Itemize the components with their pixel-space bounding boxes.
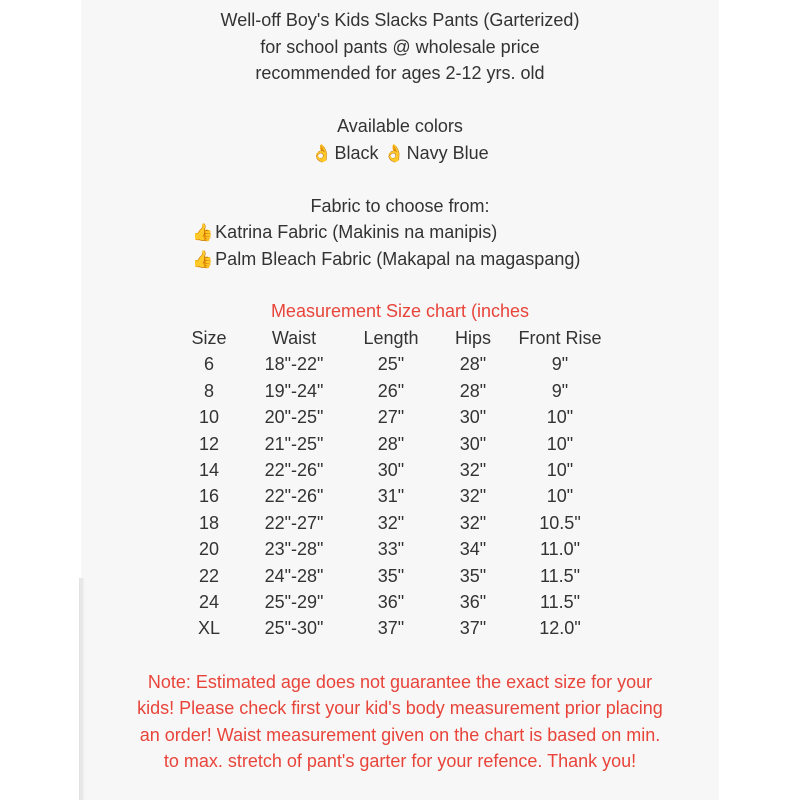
header-front-rise: Front Rise — [518, 328, 602, 348]
cell-size: 20 — [198, 539, 220, 560]
ok-hand-icon: 👌 — [383, 144, 405, 163]
fabric-label: Katrina Fabric (Makinis na manipis) — [215, 222, 498, 242]
cell-length: 33" — [377, 539, 405, 560]
cell-size: 18 — [198, 512, 220, 533]
cell-hips: 28" — [459, 354, 487, 375]
pointing-finger-icon: 👍 — [192, 223, 214, 242]
colors-list — [81, 141, 719, 166]
cell-waist: 19"-24" — [264, 380, 324, 401]
ok-hand-icon: 👌 — [311, 144, 333, 163]
table-row — [178, 589, 608, 615]
table-header-row — [178, 325, 608, 351]
fabric-item-palm-bleach — [192, 247, 580, 272]
table-row — [178, 483, 608, 509]
cell-hips: 34" — [459, 539, 487, 560]
cell-size: 10 — [198, 407, 220, 428]
cell-size: XL — [197, 618, 221, 639]
cell-length: 28" — [377, 433, 405, 454]
cell-front-rise: 10" — [546, 407, 574, 428]
cell-length: 32" — [377, 512, 405, 533]
cell-front-rise: 10" — [546, 460, 574, 481]
cell-hips: 32" — [459, 512, 487, 533]
cell-length: 31" — [377, 486, 405, 507]
cell-waist: 25"-30" — [264, 618, 324, 639]
cell-waist: 24"-28" — [264, 565, 324, 586]
fabric-label: Palm Bleach Fabric (Makapal na magaspang) — [215, 249, 581, 269]
pointing-finger-icon: 👍 — [192, 250, 214, 269]
cell-waist: 22"-26" — [264, 486, 324, 507]
color-navy-blue: Navy Blue — [406, 143, 489, 163]
cell-size: 16 — [198, 486, 220, 507]
cell-length: 26" — [377, 380, 405, 401]
cell-hips: 37" — [459, 618, 487, 639]
table-row — [178, 536, 608, 562]
cell-length: 37" — [377, 618, 405, 639]
header-length: Length — [363, 328, 419, 348]
cell-front-rise: 10.5" — [539, 512, 581, 533]
header-hips: Hips — [454, 328, 491, 348]
cell-waist: 20"-25" — [264, 407, 324, 428]
cell-length: 35" — [377, 565, 405, 586]
cell-waist: 22"-26" — [264, 460, 324, 481]
cell-front-rise: 11.5" — [539, 592, 581, 613]
cell-hips: 28" — [459, 380, 487, 401]
cell-hips: 36" — [459, 592, 487, 613]
cell-size: 22 — [198, 565, 220, 586]
cell-waist: 22"-27" — [264, 512, 324, 533]
table-row — [178, 510, 608, 536]
note-line-1: Note: Estimated age does not guarantee the exact size for your — [147, 672, 653, 692]
table-row — [178, 351, 608, 377]
cell-hips: 32" — [459, 486, 487, 507]
cell-waist: 21"-25" — [264, 433, 324, 454]
cell-hips: 30" — [459, 407, 487, 428]
cell-length: 30" — [377, 460, 405, 481]
size-chart-title: Measurement Size chart (inches — [270, 301, 530, 321]
title-line-2: for school pants @ wholesale price — [260, 37, 540, 57]
colors-heading: Available colors — [337, 116, 463, 136]
cell-hips: 35" — [459, 565, 487, 586]
table-row — [178, 615, 608, 641]
cell-hips: 32" — [459, 460, 487, 481]
header-waist: Waist — [271, 328, 317, 348]
title-line-1: Well-off Boy's Kids Slacks Pants (Garterized) — [220, 10, 580, 30]
cell-front-rise: 9" — [551, 380, 569, 401]
cell-length: 25" — [377, 354, 405, 375]
cell-front-rise: 12.0" — [539, 618, 581, 639]
fabric-heading: Fabric to choose from: — [310, 196, 490, 216]
cell-front-rise: 11.0" — [539, 539, 581, 560]
cell-front-rise: 9" — [551, 354, 569, 375]
title-line-3: recommended for ages 2-12 yrs. old — [255, 63, 545, 83]
cell-length: 36" — [377, 592, 405, 613]
cell-waist: 18"-22" — [264, 354, 324, 375]
cell-front-rise: 10" — [546, 433, 574, 454]
table-row — [178, 431, 608, 457]
cell-size: 24 — [198, 592, 220, 613]
cell-hips: 30" — [459, 433, 487, 454]
table-row — [178, 457, 608, 483]
cell-front-rise: 10" — [546, 486, 574, 507]
header-size: Size — [191, 328, 227, 348]
note-line-4: to max. stretch of pant's garter for your refence. Thank you! — [163, 751, 637, 771]
cell-size: 14 — [198, 460, 220, 481]
cell-size: 6 — [203, 354, 214, 375]
table-row — [178, 404, 608, 430]
cell-length: 27" — [377, 407, 405, 428]
table-row — [178, 378, 608, 404]
color-black: Black — [334, 143, 379, 163]
cell-waist: 23"-28" — [264, 539, 324, 560]
size-chart-table — [178, 325, 608, 642]
note-line-3: an order! Waist measurement given on the chart is based on min. — [139, 725, 661, 745]
cell-size: 12 — [198, 433, 220, 454]
cell-waist: 25"-29" — [264, 592, 324, 613]
table-row — [178, 563, 608, 589]
fabric-item-katrina — [192, 220, 497, 245]
cell-size: 8 — [203, 380, 214, 401]
cell-front-rise: 11.5" — [539, 565, 581, 586]
note-line-2: kids! Please check first your kid's body measurement prior placing — [137, 698, 663, 718]
